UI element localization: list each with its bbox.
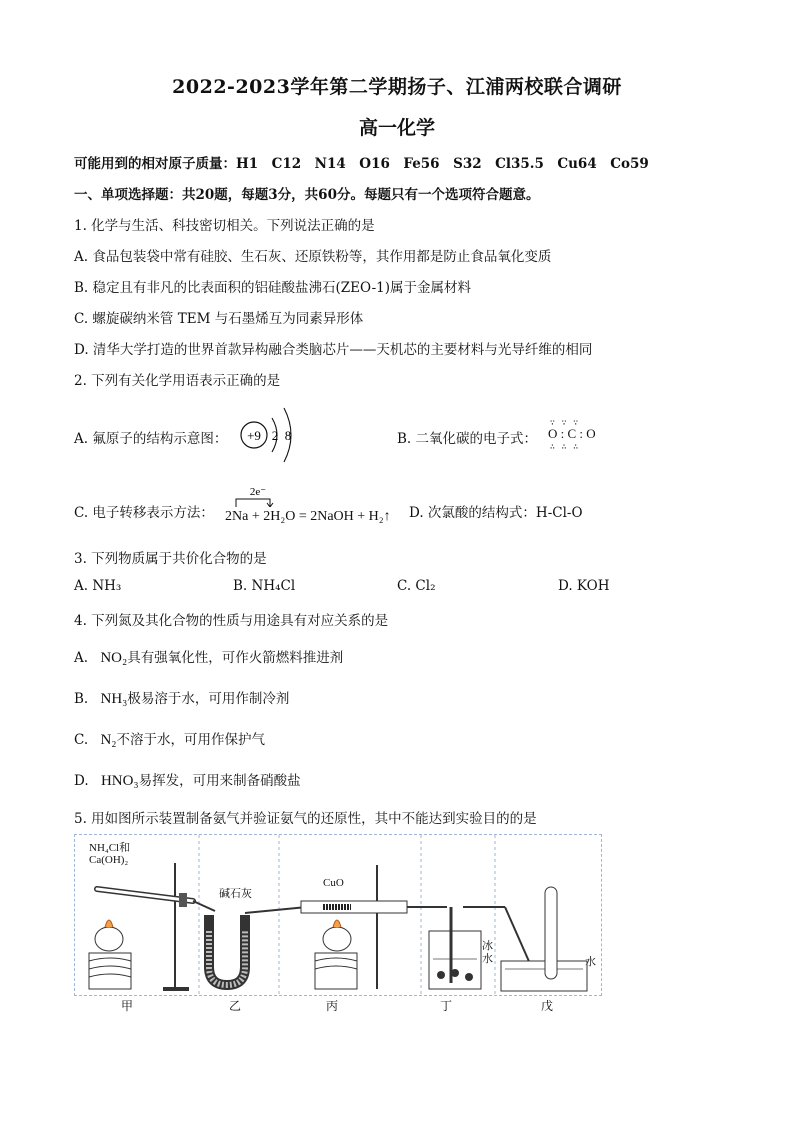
combustion-tube	[301, 901, 407, 913]
connector-tube-2	[245, 907, 307, 913]
q4-b-label: B.	[74, 691, 89, 707]
apparatus-label-yi: 乙	[229, 999, 242, 1013]
reagent-label-1: NH₄Cl和	[89, 842, 131, 854]
q4-option-c	[74, 728, 265, 749]
q1-option-d: D. 清华大学打造的世界首款异构融合类脑芯片——天机芯的主要材料与光导纤维的相同	[74, 342, 593, 358]
electron-count: 2e⁻	[249, 486, 267, 498]
apparatus-label-wu: 戊	[541, 999, 554, 1013]
exam-subtitle: 高一化学	[358, 117, 435, 139]
stand-base-1	[163, 987, 189, 991]
q4-c-formula: N₂	[100, 732, 117, 748]
ice-water-label: 冰水	[482, 939, 493, 965]
q2-option-d: D. 次氯酸的结构式：H-Cl-O	[409, 505, 583, 521]
water-label: 水	[585, 955, 596, 968]
apparatus-label-bing: 丙	[326, 999, 339, 1013]
q4-stem: 4. 下列氮及其化合物的性质与用途具有对应关系的是	[74, 613, 389, 629]
q4-option-a	[74, 646, 343, 667]
reagent-label-2: Ca(OH)₂	[89, 854, 129, 866]
apparatus-drawing	[75, 835, 601, 995]
q1-option-b: B. 稳定且有非凡的比表面积的铝硅酸盐沸石(ZEO-1)属于金属材料	[74, 280, 471, 296]
q1-option-a: A. 食品包装袋中常有硅胶、生石灰、还原铁粉等，其作用都是防止食品氧化变质	[74, 249, 552, 265]
electron-dots-bottom: ∴ ∴ ∴	[550, 442, 580, 451]
nucleus-charge: +9	[247, 428, 261, 443]
clamp-1	[179, 893, 187, 907]
q4-option-d	[74, 769, 301, 790]
q1-option-c: C. 螺旋碳纳米管 TEM 与石墨烯互为同素异形体	[74, 311, 364, 327]
q5-stem: 5. 用如图所示装置制备氨气并验证氨气的还原性，其中不能达到实验目的的是	[74, 811, 537, 827]
soda-lime-label: 碱石灰	[219, 887, 252, 900]
inverted-test-tube	[545, 887, 557, 979]
connector-tube-1	[193, 901, 215, 911]
q2-option-c-label: C. 电子转移表示方法：	[74, 505, 214, 521]
apparatus-label-ding: 丁	[440, 999, 453, 1013]
co2-electron-formula	[548, 418, 608, 452]
q4-c-text: 不溶于水，可用作保护气	[116, 732, 265, 748]
shell-1-electrons: 2	[271, 428, 279, 443]
ice-1	[437, 971, 445, 979]
q2-stem: 2. 下列有关化学用语表示正确的是	[74, 373, 281, 389]
apparatus-figure	[74, 834, 602, 996]
test-tube-inner	[97, 889, 193, 901]
q3-option-a: A. NH₃	[74, 578, 122, 594]
transfer-line	[236, 499, 270, 507]
q4-a-formula: NO₂	[100, 650, 128, 666]
q4-option-b	[74, 687, 289, 708]
q1-stem: 1. 化学与生活、科技密切相关。下列说法正确的是	[74, 218, 375, 234]
electron-transfer-arrow	[230, 485, 290, 507]
flame-1	[105, 920, 113, 927]
cuo-label: CuO	[323, 877, 344, 889]
q3-option-b: B. NH₄Cl	[233, 578, 296, 594]
alcohol-lamp-2	[323, 927, 351, 951]
section-heading: 一、单项选择题：共20题，每题3分，共60分。每题只有一个选项符合题意。	[74, 187, 540, 203]
reaction-equation: 2Na + 2H₂O = 2NaOH + H₂↑	[225, 509, 391, 524]
q4-d-text: 易挥发，可用来制备硝酸盐	[138, 773, 301, 789]
q4-b-text: 极易溶于水，可用作制冷剂	[127, 691, 290, 707]
q3-stem: 3. 下列物质属于共价化合物的是	[74, 551, 267, 567]
q3-option-c: C. Cl₂	[397, 578, 436, 594]
flame-2	[333, 920, 341, 927]
q4-d-formula: HNO₃	[100, 773, 139, 789]
q4-a-text: 具有强氧化性，可作火箭燃料推进剂	[127, 650, 344, 666]
q2-option-b-label: B. 二氧化碳的电子式：	[397, 431, 538, 447]
q3-option-d: D. KOH	[558, 578, 610, 594]
q2-option-a-label: A. 氟原子的结构示意图：	[74, 431, 228, 447]
q4-a-label: A.	[74, 650, 89, 666]
electron-dots-top: ∵ ∵ ∵	[550, 418, 580, 427]
q4-c-label: C.	[74, 732, 89, 748]
apparatus-label-jia: 甲	[121, 999, 134, 1013]
beaker	[429, 931, 481, 989]
shell-2-electrons: 8	[284, 428, 292, 443]
water-trough	[501, 961, 587, 991]
u-tube	[209, 915, 245, 985]
q4-d-label: D.	[74, 773, 89, 789]
atomic-mass-line: 可能用到的相对原子质量：H1 C12 N14 O16 Fe56 S32 Cl35.5 Cu64 Co59	[74, 156, 649, 172]
alcohol-lamp-1	[95, 927, 123, 951]
ice-3	[465, 973, 473, 981]
q4-b-formula: NH₃	[100, 691, 128, 707]
exam-title: 2022-2023学年第二学期扬子、江浦两校联合调研	[172, 76, 622, 98]
co2-formula-text: O : C : O	[548, 426, 596, 441]
fluorine-atom-diagram	[232, 402, 302, 468]
